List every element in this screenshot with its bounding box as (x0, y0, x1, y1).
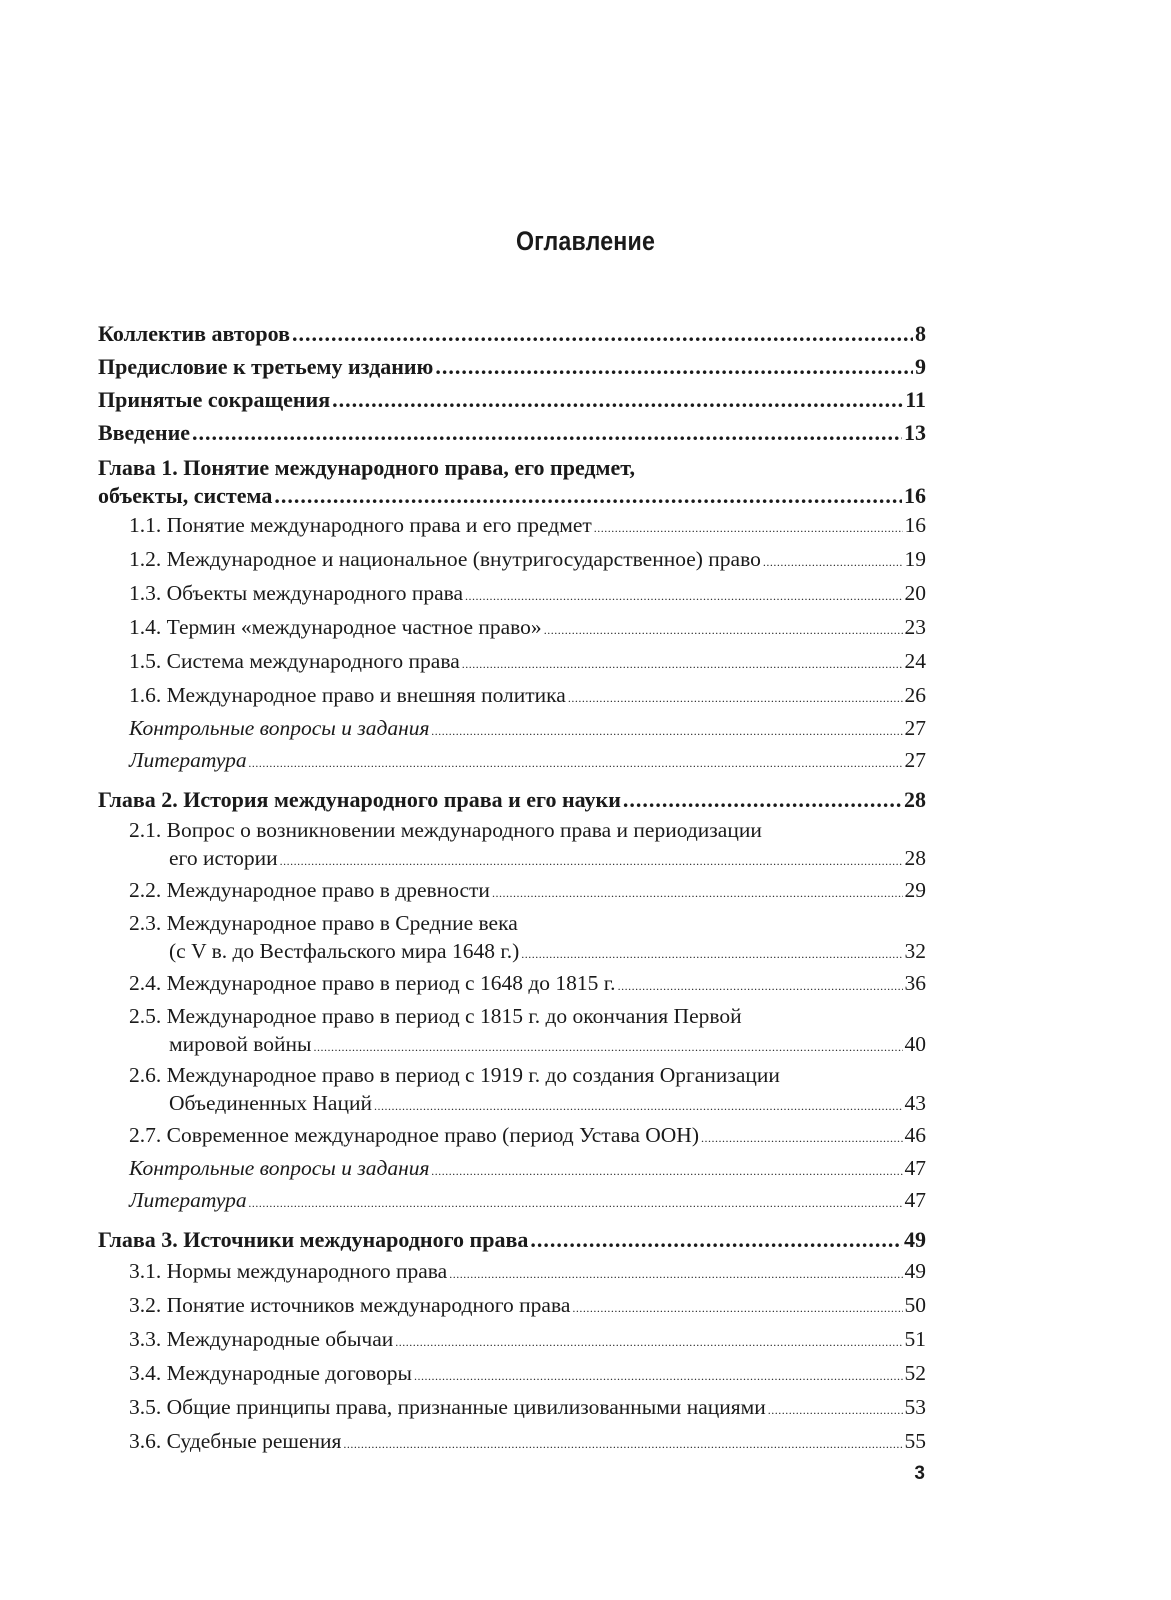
dot-leader (432, 1157, 903, 1186)
dot-leader (414, 1361, 903, 1392)
toc-entry-title: 1.1. Понятие международного права и его предмет (129, 513, 592, 537)
toc-entry-title: Глава 2. История международного права и его науки (98, 787, 621, 812)
dot-leader (544, 615, 903, 646)
toc-entry-title: Контрольные вопросы и задания (129, 1156, 430, 1180)
toc-entry-title: его истории (169, 846, 278, 870)
toc-entry-page: 28 (904, 846, 926, 870)
dot-leader (492, 878, 903, 909)
toc-entry-page: 8 (915, 321, 926, 346)
dot-leader (192, 416, 902, 449)
dot-leader (249, 749, 903, 778)
dot-leader (343, 1429, 902, 1460)
dot-leader (701, 1123, 903, 1154)
toc-entry-title: 3.4. Международные договоры (129, 1361, 412, 1385)
toc-section-entry (129, 816, 926, 875)
dot-leader (374, 1092, 903, 1120)
toc-entry-page: 47 (904, 1156, 926, 1180)
toc-section-entry (129, 1186, 926, 1218)
toc-entry-page: 28 (904, 787, 926, 812)
toc-entry-title: 3.6. Судебные решения (129, 1429, 342, 1453)
toc-entry-page: 32 (904, 939, 926, 963)
toc-chapter-entry (98, 383, 926, 416)
dot-leader (462, 649, 903, 680)
toc-entry-title: объекты, система (98, 483, 273, 508)
toc-entry-page: 46 (904, 1123, 926, 1147)
toc-entry-title: Принятые сокращения (98, 387, 331, 412)
toc-entry-title: Коллектив авторов (98, 321, 290, 346)
toc-entry-title-line: 2.1. Вопрос о возникновении международного права и периодизации (129, 818, 762, 842)
dot-leader (623, 783, 902, 816)
dot-leader (572, 1293, 902, 1324)
toc-entry-title: 1.3. Объекты международного права (129, 581, 464, 605)
toc-entry-title: 2.4. Международное право в период с 1648 до 1815 г. (129, 971, 616, 995)
toc-entry-page: 47 (904, 1188, 926, 1212)
dot-leader (465, 581, 902, 612)
toc-entry-page: 13 (904, 420, 926, 445)
dot-leader (521, 940, 902, 968)
toc-entry-title: Литература (129, 1188, 247, 1212)
toc-entry-title-line: 2.5. Международное право в период с 1815 г. до окончания Первой (129, 1004, 742, 1028)
toc-entry-page: 9 (915, 354, 926, 379)
dot-leader (274, 482, 902, 510)
dot-leader (280, 847, 903, 875)
toc-section-entry (129, 909, 926, 968)
dot-leader (395, 1327, 902, 1358)
dot-leader (618, 971, 903, 1002)
toc-entry-title: 2.7. Современное международное право (период Устава ООН) (129, 1123, 699, 1147)
dot-leader (568, 683, 903, 714)
dot-leader (313, 1033, 902, 1061)
toc-entry-title-line: 2.6. Международное право в период с 1919 г. до создания Организации (129, 1063, 780, 1087)
toc-section-entry (129, 680, 926, 714)
toc-section-entry (129, 1324, 926, 1358)
toc-entry-page: 36 (904, 971, 926, 995)
toc-chapter-entry (98, 1223, 926, 1256)
toc-entry-title: 1.5. Система международного права (129, 649, 460, 673)
toc-entry-page: 11 (905, 387, 926, 412)
toc-entry-title: 3.1. Нормы международного права (129, 1259, 448, 1283)
toc-entry-page: 49 (904, 1259, 926, 1283)
toc-entry-page: 16 (904, 483, 926, 508)
dot-leader (530, 1223, 902, 1256)
toc-entry-title: 1.4. Термин «международное частное право» (129, 615, 542, 639)
toc-section-entry (129, 875, 926, 909)
toc-entry-page: 29 (904, 878, 926, 902)
toc-section-entry (129, 968, 926, 1002)
toc-entry-title: (с V в. до Вестфальского мира 1648 г.) (169, 939, 520, 963)
toc-section-entry (129, 1392, 926, 1426)
toc-entry-page: 16 (904, 513, 926, 537)
dot-leader (763, 547, 903, 578)
toc-section-entry (129, 1256, 926, 1290)
toc-entry-title: Введение (98, 420, 191, 445)
dot-leader (292, 317, 913, 350)
toc-entry-page: 19 (904, 547, 926, 571)
toc-section-entry (129, 1120, 926, 1154)
toc-section-entry (129, 1426, 926, 1460)
toc-section-entry (129, 714, 926, 746)
toc-entry-title: 3.2. Понятие источников международного права (129, 1293, 571, 1317)
toc-entry-page: 43 (904, 1091, 926, 1115)
toc-entry-title-line: Глава 1. Понятие международного права, его предмет, (98, 455, 635, 480)
toc-entry-title: 3.3. Международные обычаи (129, 1327, 394, 1351)
toc-entry-page: 51 (904, 1327, 926, 1351)
toc-entry-page: 49 (904, 1227, 926, 1252)
toc-chapter-entry (98, 416, 926, 449)
toc-section-entry (129, 578, 926, 612)
toc-entry-title: Литература (129, 748, 247, 772)
toc-entry-title: Глава 3. Источники международного права (98, 1227, 529, 1252)
dot-leader (249, 1189, 903, 1218)
toc-entry-page: 23 (904, 615, 926, 639)
toc-entry-title-line: 2.3. Международное право в Средние века (129, 911, 518, 935)
toc-section-entry (129, 510, 926, 544)
toc-section-entry (129, 746, 926, 778)
toc-chapter-entry (98, 454, 926, 510)
toc-entry-title: Объединенных Наций (169, 1091, 372, 1115)
toc-entry-title: 1.6. Международное право и внешняя политика (129, 683, 566, 707)
toc-entry-page: 53 (904, 1395, 926, 1419)
toc-chapter-entry (98, 317, 926, 350)
toc-chapter-entry (98, 350, 926, 383)
dot-leader (432, 717, 903, 746)
page-title: Оглавление (515, 226, 656, 256)
toc-section-entry (129, 646, 926, 680)
toc-section-entry (129, 1290, 926, 1324)
dot-leader (768, 1395, 903, 1426)
dot-leader (594, 513, 903, 544)
toc-entry-title: Предисловие к третьему изданию (98, 354, 434, 379)
dot-leader (449, 1259, 902, 1290)
table-of-contents (98, 317, 926, 1460)
toc-entry-page: 50 (904, 1293, 926, 1317)
toc-entry-page: 55 (904, 1429, 926, 1453)
toc-entry-page: 20 (904, 581, 926, 605)
toc-entry-title: 1.2. Международное и национальное (внутригосударственное) право (129, 547, 761, 571)
toc-entry-page: 26 (904, 683, 926, 707)
toc-entry-title: 3.5. Общие принципы права, признанные цивилизованными нациями (129, 1395, 766, 1419)
dot-leader (332, 383, 903, 416)
toc-entry-page: 40 (904, 1032, 926, 1056)
toc-section-entry (129, 544, 926, 578)
toc-section-entry (129, 1061, 926, 1120)
toc-entry-page: 24 (904, 649, 926, 673)
toc-entry-page: 27 (904, 748, 926, 772)
toc-section-entry (129, 1358, 926, 1392)
toc-entry-title: мировой войны (169, 1032, 312, 1056)
toc-entry-title: Контрольные вопросы и задания (129, 716, 430, 740)
toc-section-entry (129, 1002, 926, 1061)
page-number: 3 (914, 1463, 925, 1484)
toc-section-entry (129, 1154, 926, 1186)
toc-entry-page: 27 (904, 716, 926, 740)
toc-entry-title: 2.2. Международное право в древности (129, 878, 490, 902)
toc-entry-page: 52 (904, 1361, 926, 1385)
toc-section-entry (129, 612, 926, 646)
toc-chapter-entry (98, 783, 926, 816)
dot-leader (435, 350, 913, 383)
